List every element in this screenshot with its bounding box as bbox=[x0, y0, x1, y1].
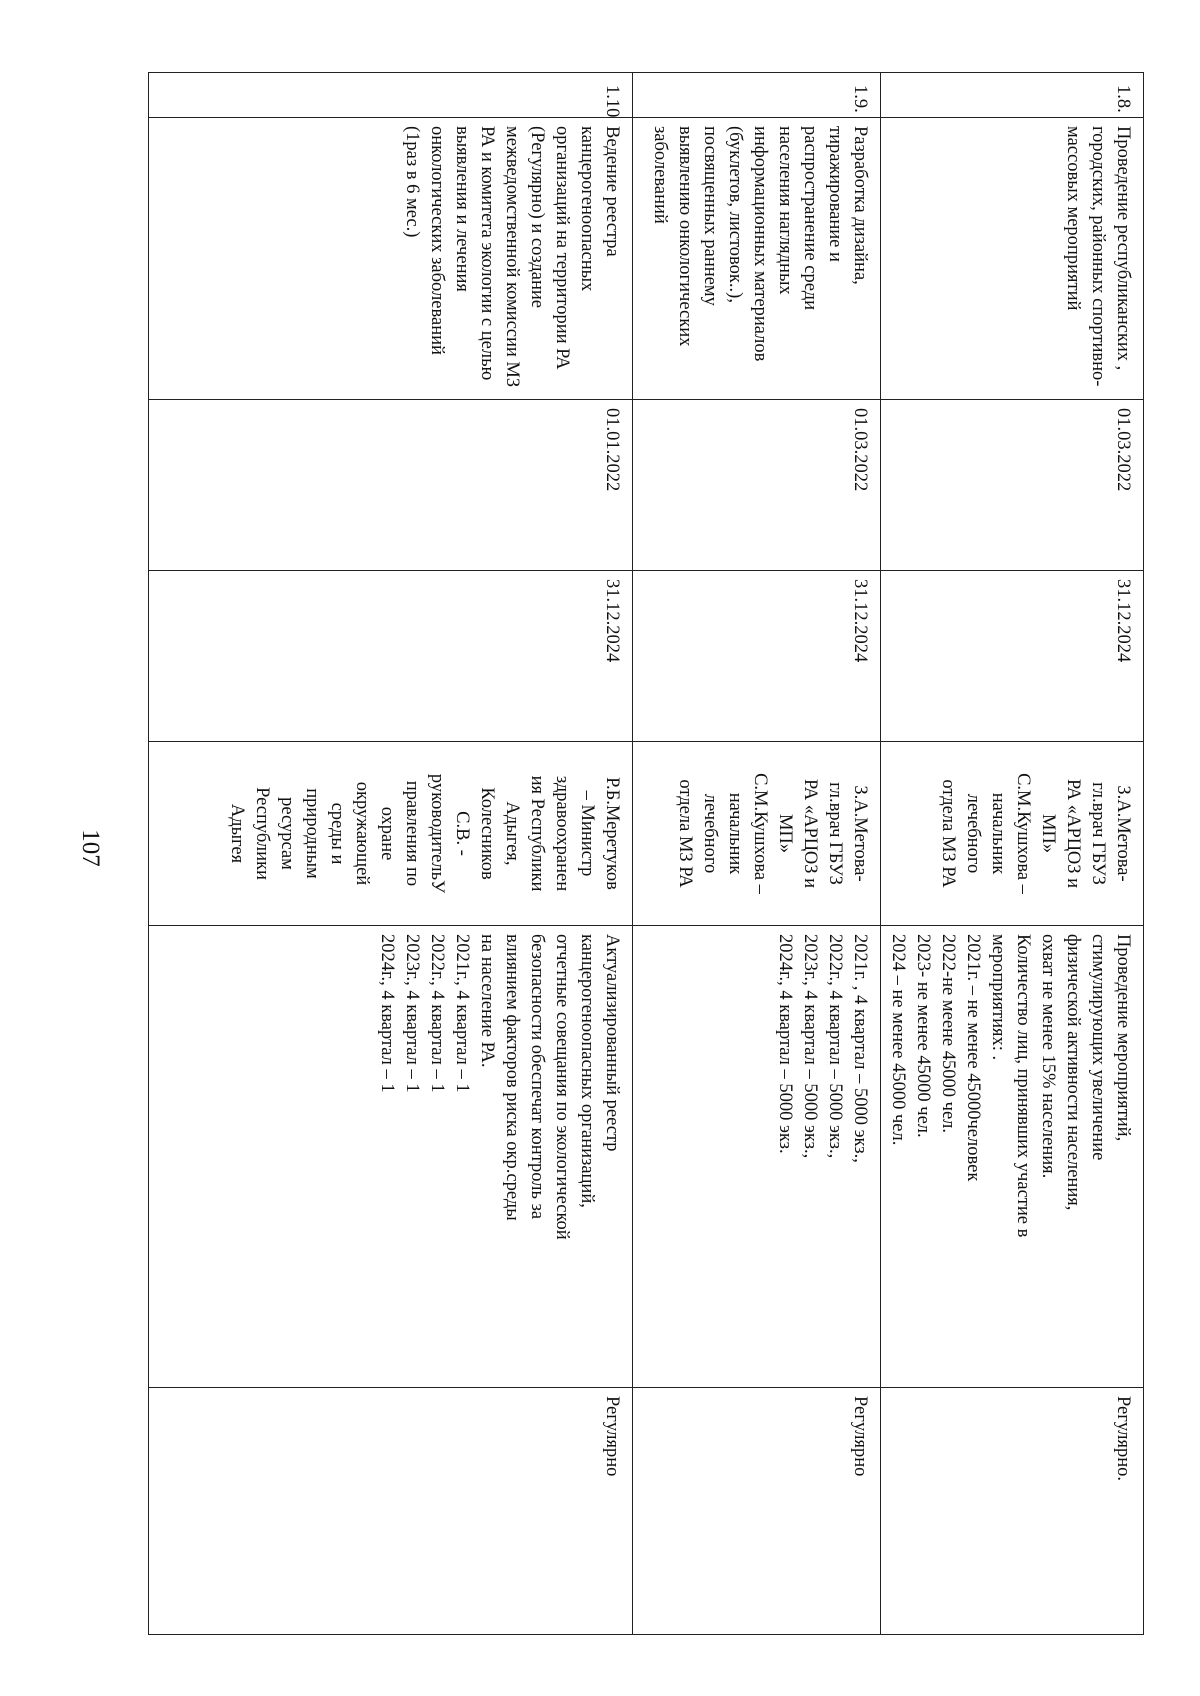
responsible-persons-line: РА «АРЦОЗ и bbox=[800, 778, 820, 889]
responsible-persons-line: природным bbox=[302, 788, 322, 879]
responsible-persons-line: Адыгея bbox=[227, 803, 247, 864]
table-row bbox=[881, 73, 1144, 1635]
expected-result-line: 2024г., 4 квартал – 5000 экз. bbox=[775, 934, 795, 1154]
event-description bbox=[633, 118, 881, 400]
responsible-persons-line: Колесников bbox=[477, 787, 497, 880]
responsible-persons-line: ресурсам bbox=[277, 797, 297, 870]
responsible-persons-line: ия Республики bbox=[527, 775, 547, 892]
end-date: 31.12.2024 bbox=[881, 571, 1144, 742]
event-text: Ведение реестра канцерогеноопасных организаций на территории РА (Регулярно) и создание межведомственной комиссии МЗ РА и комитета экологии с целью выявления и лечения онкологических заболеваний (1раз в 6 мес.) bbox=[402, 126, 622, 388]
responsible-persons-line: руководительУ bbox=[427, 773, 447, 894]
expected-result bbox=[149, 926, 633, 1388]
expected-result-line: стимулирующих увеличение bbox=[1088, 934, 1108, 1161]
frequency: Регулярно bbox=[633, 1388, 881, 1635]
expected-result-line: влиянием факторов риска окр.среды bbox=[502, 934, 522, 1221]
event-description bbox=[881, 118, 1144, 400]
expected-result-line: отчетные совещания по экологической bbox=[552, 934, 572, 1240]
responsible-persons-line: Адыгея, bbox=[502, 801, 522, 866]
responsible-persons-line: начальник bbox=[725, 792, 745, 875]
expected-result-line: на население РА. bbox=[477, 934, 497, 1068]
expected-result-line: 2021г., 4 квартал – 1 bbox=[452, 934, 472, 1093]
event-text: Разработка дизайна, тиражирование и распространение среди населения наглядных информационных материалов (буклетов, листовок..), посвященных раннему выявлению онкологических заболеваний bbox=[650, 126, 870, 362]
responsible-persons-line: правления по bbox=[402, 780, 422, 887]
expected-result-line: 2024г., 4 квартал – 1 bbox=[377, 934, 397, 1093]
start-date: 01.03.2022 bbox=[633, 400, 881, 571]
expected-result-line: физической активности населения, bbox=[1063, 934, 1083, 1211]
expected-result-line: Количество лиц, принявших участие в bbox=[1013, 934, 1033, 1238]
responsible-persons-line: лечебного bbox=[700, 793, 720, 874]
expected-result-line: Проведение мероприятий, bbox=[1113, 934, 1133, 1142]
end-date: 31.12.2024 bbox=[633, 571, 881, 742]
row-number: 1.8. bbox=[881, 73, 1144, 118]
expected-result-line: 2024 – не менее 45000 чел. bbox=[888, 934, 908, 1146]
expected-result-line: 2023г., 4 квартал – 1 bbox=[402, 934, 422, 1093]
responsible-persons-line: МП» bbox=[1038, 813, 1058, 854]
responsible-persons-line: С.М.Кушхова – bbox=[750, 773, 770, 894]
expected-result-line: охват не менее 15% населения. bbox=[1038, 934, 1058, 1179]
responsible-persons-line: начальник bbox=[988, 792, 1008, 875]
responsible-persons-line: лечебного bbox=[963, 793, 983, 874]
responsible-persons-line: З.А.Метова- bbox=[850, 785, 870, 882]
expected-result-line: Актуализированный реестр bbox=[602, 934, 622, 1152]
page-number: 107 bbox=[77, 829, 104, 867]
expected-result-line: 2022г., 4 квартал – 1 bbox=[427, 934, 447, 1093]
table-row bbox=[633, 73, 881, 1635]
responsible-persons-line: здравоохранен bbox=[552, 775, 572, 892]
expected-result-line: 2023- не менее 45000 чел. bbox=[913, 934, 933, 1138]
expected-result-line: мероприятиях: . bbox=[988, 934, 1008, 1061]
start-date: 01.03.2022 bbox=[881, 400, 1144, 571]
responsible-persons-line: охране bbox=[377, 806, 397, 861]
start-date: 01.01.2022 bbox=[149, 400, 633, 571]
responsible-persons bbox=[149, 742, 633, 926]
expected-result bbox=[633, 926, 881, 1388]
frequency: Регулярно. bbox=[881, 1388, 1144, 1635]
responsible-persons bbox=[633, 742, 881, 926]
expected-result-line: 2022-не меене 45000 чел. bbox=[938, 934, 958, 1134]
responsible-persons-line: З.А.Метова- bbox=[1113, 785, 1133, 882]
event-description bbox=[149, 118, 633, 400]
responsible-persons-line: гл.врач ГБУЗ bbox=[1088, 782, 1108, 885]
responsible-persons bbox=[881, 742, 1144, 926]
row-number: 1.10 bbox=[149, 73, 633, 118]
end-date: 31.12.2024 bbox=[149, 571, 633, 742]
responsible-persons-line: окружающей bbox=[352, 781, 372, 886]
expected-result-line: 2021г. , 4 квартал – 5000 экз., bbox=[850, 934, 870, 1163]
responsible-persons-line: отдела МЗ РА bbox=[938, 779, 958, 888]
event-text: Проведение республиканских , городских, районных спортивно-массовых мероприятий bbox=[1063, 126, 1133, 387]
expected-result-line: 2023г., 4 квартал – 5000 экз., bbox=[800, 934, 820, 1159]
responsible-persons-line: С.М.Кушхова – bbox=[1013, 773, 1033, 894]
responsible-persons-line: – Министр bbox=[577, 790, 597, 877]
responsible-persons-line: гл.врач ГБУЗ bbox=[825, 782, 845, 885]
responsible-persons-line: РА «АРЦОЗ и bbox=[1063, 778, 1083, 889]
responsible-persons-line: среды и bbox=[327, 802, 347, 865]
responsible-persons-line: Р.Б.Меретуков bbox=[602, 777, 622, 890]
frequency: Регулярно bbox=[149, 1388, 633, 1635]
responsible-persons-line: Республики bbox=[252, 787, 272, 880]
expected-result-line: канцерогеноопасных организаций, bbox=[577, 934, 597, 1208]
responsible-persons-line: МП» bbox=[775, 813, 795, 854]
expected-result-line: 2022г., 4 квартал – 5000 экз., bbox=[825, 934, 845, 1159]
table-row bbox=[149, 73, 633, 1635]
expected-result bbox=[881, 926, 1144, 1388]
table-container bbox=[154, 72, 1144, 1634]
responsible-persons-line: С.В. - bbox=[452, 811, 472, 856]
expected-result-line: 2021г. – не менее 45000человек bbox=[963, 934, 983, 1182]
row-number: 1.9. bbox=[633, 73, 881, 118]
responsible-persons-line: отдела МЗ РА bbox=[675, 779, 695, 888]
expected-result-line: безопасности обеспечат контроль за bbox=[527, 934, 547, 1220]
events-table bbox=[148, 72, 1144, 1635]
